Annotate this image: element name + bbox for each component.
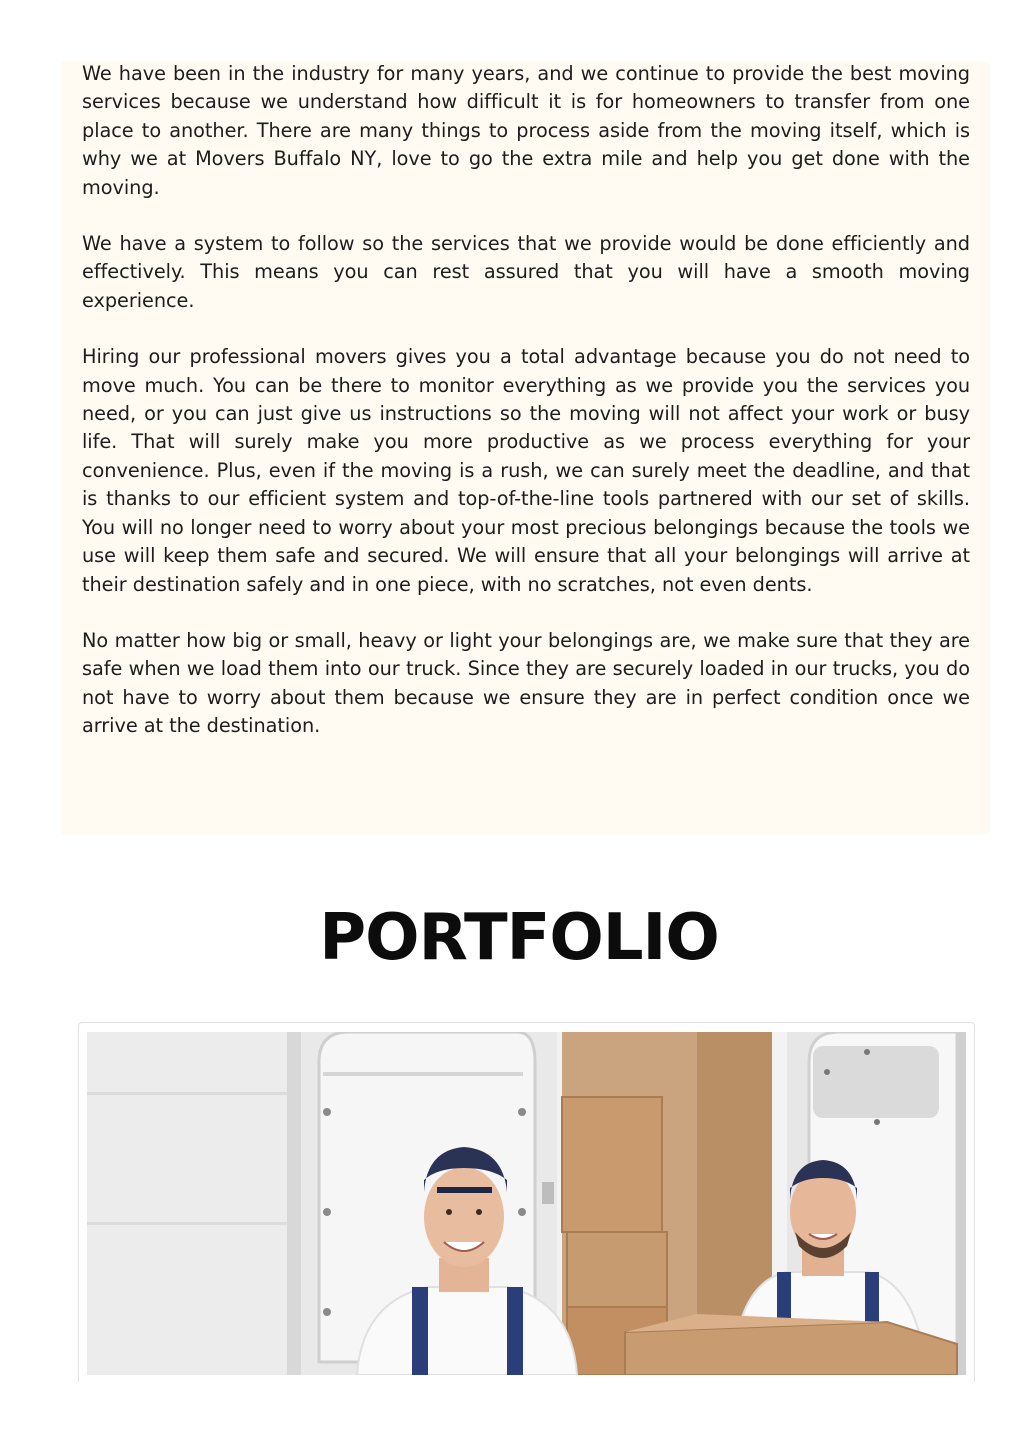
about-paragraph: No matter how big or small, heavy or light your belongings are, we make sure that they are safe when we load them into our truck. Since they are securely loaded in our trucks, you do not have to worry about them because we ensure they are in perfect condition once we arrive at the destination. bbox=[82, 628, 970, 738]
portfolio-heading: PORTFOLIO bbox=[319, 901, 719, 975]
portfolio-card[interactable] bbox=[78, 1022, 975, 1382]
movers-with-van-photo bbox=[87, 1032, 966, 1375]
about-section bbox=[62, 62, 990, 834]
about-paragraph: Hiring our professional movers gives you a total advantage because you do not need to move much. You can be there to monitor everything as we provide you the services you need, or you can just give us instructions so the moving will not affect your work or busy life. That will surely make you more productive as we process everything for your convenience. Plus, even if the moving is a rush, we can surely meet the deadline, and that is thanks to our efficient system and top-of-the-line tools partnered with our set of skills. You will no longer need to worry about your most precious belongings because the tools we use will keep them safe and secured. We will ensure that all your belongings will arrive at their destination safely and in one piece, with no scratches, not even dents. bbox=[82, 345, 970, 596]
about-paragraph: We have a system to follow so the services that we provide would be done efficiently and effectively. This means you can rest assured that you will have a smooth moving experience. bbox=[82, 232, 970, 312]
about-paragraph: We have been in the industry for many years, and we continue to provide the best moving services because we understand how difficult it is for homeowners to transfer from one place to another. There are many things to process aside from the moving itself, which is why we at Movers Buffalo NY, love to go the extra mile and help you get done with the moving. bbox=[82, 62, 970, 199]
